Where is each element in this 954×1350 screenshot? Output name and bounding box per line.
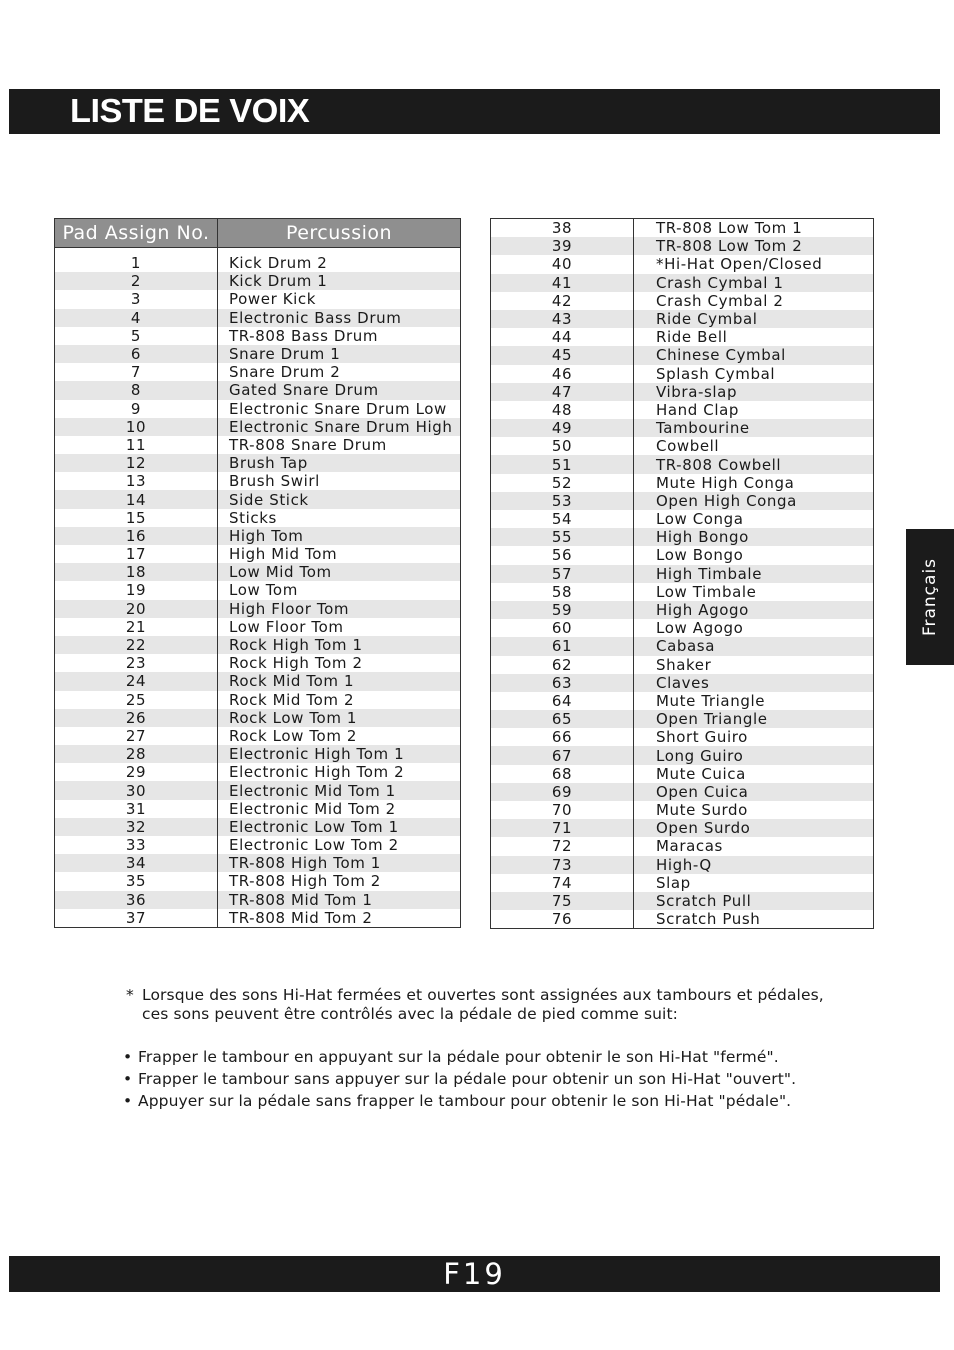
percussion-name: High Tom xyxy=(218,527,461,545)
table-row xyxy=(491,510,874,528)
table-row xyxy=(491,765,874,783)
pad-number: 42 xyxy=(491,292,634,310)
table-row xyxy=(491,637,874,655)
pad-number: 75 xyxy=(491,892,634,910)
table-row xyxy=(491,346,874,364)
percussion-name: TR-808 Low Tom 2 xyxy=(634,237,874,255)
percussion-name: Tambourine xyxy=(634,419,874,437)
pad-number: 7 xyxy=(55,363,218,381)
pad-number: 66 xyxy=(491,728,634,746)
pad-number: 33 xyxy=(55,836,218,854)
language-tab xyxy=(906,529,954,665)
pad-number: 1 xyxy=(55,254,218,272)
page-title: LISTE DE VOIX xyxy=(70,92,310,129)
list-item xyxy=(123,1090,903,1112)
table-row xyxy=(55,800,461,818)
percussion-name: Mute Cuica xyxy=(656,764,746,783)
pad-number: 56 xyxy=(491,546,634,564)
table-row xyxy=(491,710,874,728)
percussion-name: TR-808 Mid Tom 2 xyxy=(229,908,373,927)
table-row xyxy=(491,492,874,510)
percussion-name: TR-808 Cowbell xyxy=(634,455,874,473)
pad-number: 12 xyxy=(55,454,218,472)
list-item-text: Frapper le tambour sans appuyer sur la pédale pour obtenir un son Hi-Hat "ouvert". xyxy=(138,1070,797,1088)
percussion-name: Maracas xyxy=(656,837,723,856)
table-row xyxy=(55,290,461,308)
table-row xyxy=(491,237,874,255)
percussion-name: Kick Drum 2 xyxy=(229,254,328,273)
pad-number: 71 xyxy=(491,819,634,837)
table-row xyxy=(491,856,874,874)
percussion-name: Splash Cymbal xyxy=(656,364,776,383)
percussion-name: Electronic Low Tom 1 xyxy=(218,818,461,836)
pad-number: 44 xyxy=(491,328,634,346)
pad-number: 14 xyxy=(55,490,218,508)
pad-number: 43 xyxy=(491,310,634,328)
table-row xyxy=(55,418,461,436)
bullet-icon: • xyxy=(123,1092,133,1110)
percussion-name: High Agogo xyxy=(634,601,874,619)
table-row xyxy=(491,546,874,564)
pad-number: 18 xyxy=(55,563,218,581)
percussion-name: Open High Conga xyxy=(634,492,874,510)
table-row xyxy=(55,545,461,563)
table-row xyxy=(55,745,461,763)
pad-number: 46 xyxy=(491,365,634,383)
table-row xyxy=(55,600,461,618)
percussion-name: Low Mid Tom xyxy=(218,563,461,581)
pad-number: 48 xyxy=(491,401,634,419)
table-row xyxy=(491,255,874,273)
instruction-list xyxy=(123,1046,903,1112)
table-row xyxy=(491,292,874,310)
percussion-name: Kick Drum 1 xyxy=(218,272,461,290)
title-bar xyxy=(9,89,940,134)
pad-number: 34 xyxy=(55,854,218,872)
table-row xyxy=(491,383,874,401)
percussion-name: Electronic Low Tom 2 xyxy=(229,836,399,855)
percussion-name: High-Q xyxy=(634,856,874,874)
table-row xyxy=(491,474,874,492)
pad-number: 31 xyxy=(55,800,218,818)
pad-number: 23 xyxy=(55,654,218,672)
pad-number: 63 xyxy=(491,674,634,692)
voice-table-left xyxy=(54,218,461,928)
percussion-name: Scratch Pull xyxy=(634,892,874,910)
table-header-row xyxy=(55,219,461,248)
pad-number: 30 xyxy=(55,781,218,799)
percussion-header: Percussion xyxy=(218,219,461,248)
percussion-name: Scratch Push xyxy=(656,910,761,929)
pad-number: 72 xyxy=(491,837,634,855)
pad-number: 22 xyxy=(55,636,218,654)
table-row xyxy=(491,619,874,637)
table-row xyxy=(491,565,874,583)
percussion-name: Mute Surdo xyxy=(656,801,748,820)
pad-number: 13 xyxy=(55,472,218,490)
page-number: F19 xyxy=(443,1257,506,1291)
table-row xyxy=(55,636,461,654)
table-row xyxy=(491,874,874,892)
table-row xyxy=(491,674,874,692)
percussion-name: High Mid Tom xyxy=(229,545,338,564)
percussion-name: Open Surdo xyxy=(634,819,874,837)
pad-number: 50 xyxy=(491,437,634,455)
pad-number: 19 xyxy=(55,581,218,599)
table-row xyxy=(491,692,874,710)
percussion-name: TR-808 High Tom 1 xyxy=(218,854,461,872)
percussion-name: Power Kick xyxy=(229,290,317,309)
pad-number: 5 xyxy=(55,327,218,345)
percussion-name: Electronic High Tom 1 xyxy=(218,745,461,763)
table-row xyxy=(55,709,461,727)
table-row xyxy=(55,818,461,836)
percussion-name: Long Guiro xyxy=(634,746,874,764)
pad-number: 16 xyxy=(55,527,218,545)
percussion-name: Electronic Snare Drum High xyxy=(218,418,461,436)
percussion-name: Rock Low Tom 2 xyxy=(229,726,358,745)
table-row xyxy=(491,910,874,929)
percussion-name: *Hi-Hat Open/Closed xyxy=(656,255,823,274)
table-row xyxy=(491,783,874,801)
table-row xyxy=(491,528,874,546)
table-row xyxy=(55,581,461,599)
percussion-name: Mute High Conga xyxy=(656,473,795,492)
table-row xyxy=(491,274,874,292)
percussion-name: Low Conga xyxy=(656,510,744,529)
percussion-name: Rock Mid Tom 1 xyxy=(218,672,461,690)
pad-number: 41 xyxy=(491,274,634,292)
percussion-name: High Bongo xyxy=(634,528,874,546)
percussion-name: Rock Mid Tom 2 xyxy=(229,690,355,709)
pad-number: 4 xyxy=(55,309,218,327)
table-row xyxy=(55,309,461,327)
percussion-name: Low Tom xyxy=(229,581,298,600)
percussion-name: Electronic Snare Drum Low xyxy=(229,399,447,418)
pad-number: 21 xyxy=(55,618,218,636)
pad-number: 3 xyxy=(55,290,218,308)
footer-bar xyxy=(9,1256,940,1292)
pad-number: 64 xyxy=(491,692,634,710)
pad-assign-header: Pad Assign No. xyxy=(55,219,218,248)
pad-number: 70 xyxy=(491,801,634,819)
table-row xyxy=(55,618,461,636)
percussion-name: Low Bongo xyxy=(656,546,744,565)
pad-number: 9 xyxy=(55,400,218,418)
note-line-1: Lorsque des sons Hi-Hat fermées et ouvertes sont assignées aux tambours et pédales, xyxy=(142,986,824,1004)
list-item-text: Appuyer sur la pédale sans frapper le tambour pour obtenir le son Hi-Hat "pédale". xyxy=(138,1092,792,1110)
table-row xyxy=(55,872,461,890)
table-row xyxy=(491,801,874,819)
pad-number: 55 xyxy=(491,528,634,546)
pad-number: 8 xyxy=(55,381,218,399)
percussion-name: Low Floor Tom xyxy=(229,617,344,636)
table-row xyxy=(491,437,874,455)
percussion-name: Slap xyxy=(656,873,691,892)
table-row xyxy=(55,345,461,363)
percussion-name: Electronic Mid Tom 2 xyxy=(229,799,396,818)
table-row xyxy=(491,728,874,746)
bullet-icon: • xyxy=(123,1048,133,1066)
list-item xyxy=(123,1046,903,1068)
percussion-name: Ride Bell xyxy=(656,328,728,347)
pad-number: 32 xyxy=(55,818,218,836)
pad-number: 2 xyxy=(55,272,218,290)
table-row xyxy=(55,381,461,399)
percussion-name: Low Timbale xyxy=(656,582,757,601)
language-label: Français xyxy=(920,557,940,637)
pad-number: 54 xyxy=(491,510,634,528)
percussion-name: Ride Cymbal xyxy=(634,310,874,328)
percussion-name: Open Triangle xyxy=(634,710,874,728)
table-row xyxy=(55,672,461,690)
pad-number: 51 xyxy=(491,455,634,473)
percussion-name: Sticks xyxy=(229,508,277,527)
table-row xyxy=(491,401,874,419)
list-item xyxy=(123,1068,903,1090)
hi-hat-note xyxy=(126,986,886,1024)
note-asterisk: * xyxy=(126,986,134,1004)
voice-table-right xyxy=(490,218,874,929)
pad-number: 68 xyxy=(491,765,634,783)
percussion-name: Claves xyxy=(634,674,874,692)
table-row xyxy=(55,727,461,745)
percussion-name: High Timbale xyxy=(634,565,874,583)
table-row xyxy=(491,219,874,238)
percussion-name: Cowbell xyxy=(656,437,720,456)
percussion-name: Brush Swirl xyxy=(229,472,320,491)
table-row xyxy=(55,490,461,508)
table-row xyxy=(491,601,874,619)
percussion-name: Open Cuica xyxy=(634,783,874,801)
pad-number: 6 xyxy=(55,345,218,363)
percussion-name: Rock High Tom 1 xyxy=(218,636,461,654)
percussion-name: TR-808 Low Tom 1 xyxy=(656,219,803,238)
table-row xyxy=(55,563,461,581)
percussion-name: Rock Low Tom 1 xyxy=(218,709,461,727)
percussion-name: Rock High Tom 2 xyxy=(229,654,363,673)
table-row xyxy=(55,836,461,854)
table-row xyxy=(55,454,461,472)
table-row xyxy=(491,892,874,910)
table-row xyxy=(491,419,874,437)
pad-number: 29 xyxy=(55,763,218,781)
table-row xyxy=(491,819,874,837)
pad-number: 10 xyxy=(55,418,218,436)
pad-number: 38 xyxy=(491,219,634,238)
table-row xyxy=(55,400,461,418)
percussion-name: Hand Clap xyxy=(656,400,740,419)
percussion-name: Brush Tap xyxy=(218,454,461,472)
percussion-name: Crash Cymbal 2 xyxy=(656,291,784,310)
pad-number: 73 xyxy=(491,856,634,874)
percussion-name: TR-808 High Tom 2 xyxy=(229,872,381,891)
percussion-name: Shaker xyxy=(656,655,712,674)
percussion-name: Low Agogo xyxy=(656,619,744,638)
pad-number: 11 xyxy=(55,436,218,454)
pad-number: 53 xyxy=(491,492,634,510)
table-row xyxy=(491,656,874,674)
pad-number: 39 xyxy=(491,237,634,255)
percussion-name: Chinese Cymbal xyxy=(634,346,874,364)
percussion-name: High Floor Tom xyxy=(218,600,461,618)
percussion-name: Short Guiro xyxy=(656,728,748,747)
table-row xyxy=(55,527,461,545)
table-row xyxy=(55,763,461,781)
percussion-name: Snare Drum 2 xyxy=(229,363,341,382)
percussion-name: TR-808 Mid Tom 1 xyxy=(218,891,461,909)
percussion-name: Gated Snare Drum xyxy=(218,381,461,399)
percussion-name: Electronic Mid Tom 1 xyxy=(218,781,461,799)
pad-number: 49 xyxy=(491,419,634,437)
pad-number: 52 xyxy=(491,474,634,492)
table-row xyxy=(55,854,461,872)
table-row xyxy=(55,654,461,672)
percussion-name: Vibra-slap xyxy=(634,383,874,401)
pad-number: 25 xyxy=(55,691,218,709)
pad-number: 40 xyxy=(491,255,634,273)
table-row xyxy=(55,363,461,381)
pad-number: 74 xyxy=(491,874,634,892)
percussion-name: Electronic High Tom 2 xyxy=(229,763,405,782)
table-row xyxy=(491,746,874,764)
table-row xyxy=(55,909,461,928)
pad-number: 15 xyxy=(55,509,218,527)
pad-number: 47 xyxy=(491,383,634,401)
pad-number: 26 xyxy=(55,709,218,727)
table-row xyxy=(491,328,874,346)
table-row xyxy=(55,781,461,799)
table-row xyxy=(55,254,461,272)
table-row xyxy=(491,583,874,601)
pad-number: 57 xyxy=(491,565,634,583)
percussion-name: Crash Cymbal 1 xyxy=(634,274,874,292)
pad-number: 24 xyxy=(55,672,218,690)
pad-number: 28 xyxy=(55,745,218,763)
pad-number: 36 xyxy=(55,891,218,909)
pad-number: 67 xyxy=(491,746,634,764)
pad-number: 61 xyxy=(491,637,634,655)
percussion-name: Snare Drum 1 xyxy=(218,345,461,363)
table-row xyxy=(491,310,874,328)
percussion-name: Mute Triangle xyxy=(656,691,766,710)
pad-number: 35 xyxy=(55,872,218,890)
note-line-2: ces sons peuvent être contrôlés avec la pédale de pied comme suit: xyxy=(142,1005,678,1023)
pad-number: 65 xyxy=(491,710,634,728)
table-row xyxy=(55,272,461,290)
pad-number: 62 xyxy=(491,656,634,674)
table-row xyxy=(491,365,874,383)
table-row xyxy=(491,837,874,855)
pad-number: 17 xyxy=(55,545,218,563)
table-row xyxy=(55,472,461,490)
pad-number: 76 xyxy=(491,910,634,929)
percussion-name: TR-808 Snare Drum xyxy=(229,435,387,454)
table-row xyxy=(55,436,461,454)
pad-number: 60 xyxy=(491,619,634,637)
pad-number: 59 xyxy=(491,601,634,619)
table-row xyxy=(491,455,874,473)
table-row xyxy=(55,691,461,709)
percussion-name: Electronic Bass Drum xyxy=(218,309,461,327)
table-row xyxy=(55,509,461,527)
percussion-name: Cabasa xyxy=(634,637,874,655)
pad-number: 45 xyxy=(491,346,634,364)
pad-number: 69 xyxy=(491,783,634,801)
table-row xyxy=(55,891,461,909)
pad-number: 27 xyxy=(55,727,218,745)
percussion-name: Side Stick xyxy=(218,490,461,508)
bullet-icon: • xyxy=(123,1070,133,1088)
list-item-text: Frapper le tambour en appuyant sur la pédale pour obtenir le son Hi-Hat "fermé". xyxy=(138,1048,779,1066)
pad-number: 37 xyxy=(55,909,218,928)
table-row xyxy=(55,327,461,345)
percussion-name: TR-808 Bass Drum xyxy=(229,326,379,345)
pad-number: 20 xyxy=(55,600,218,618)
pad-number: 58 xyxy=(491,583,634,601)
